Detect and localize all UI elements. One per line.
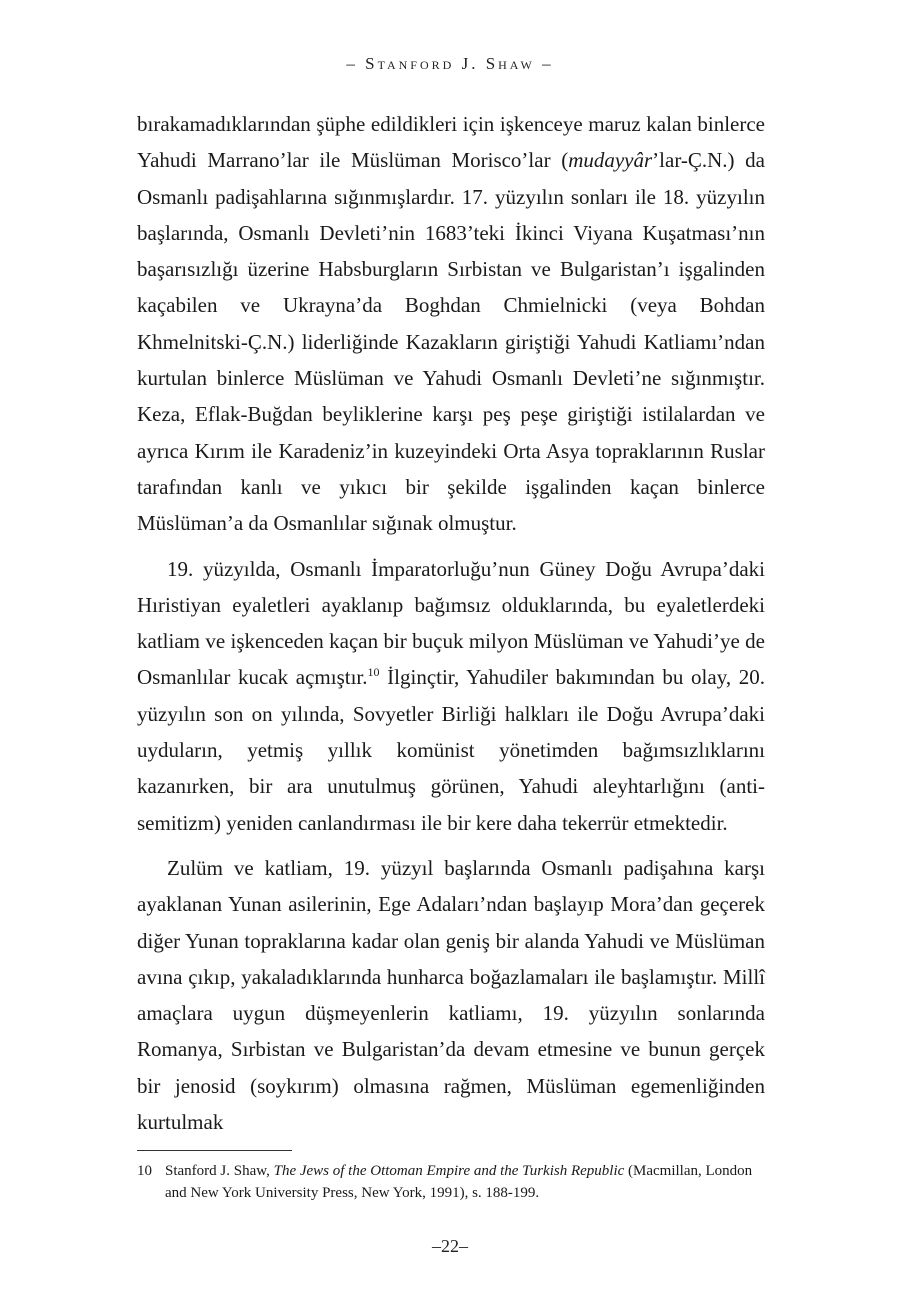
footnote-number: 10: [137, 1163, 152, 1179]
footnote-reference[interactable]: 10: [367, 665, 380, 680]
paragraph-2-rest: İlginçtir, Yahudiler bakımından bu olay, 20. yüzyılın son on yılında, Sovyetler Birliği halkları ile Doğu Avrupa’daki uyduların, yetmiş yıllık komünist yönetimden bağımsızlıklarını kazanırken, bir ara unutulmuş görünen, Yahudi aleyhtarlığını (anti-semitizm) yeniden canlandırması ile bir kere daha tekerrür etmektedir.: [137, 665, 765, 835]
page-number: –22–: [432, 1236, 468, 1256]
footnote-body: [165, 1160, 765, 1204]
footnote-divider: [137, 1150, 292, 1151]
running-head: – Stanford J. Shaw –: [346, 54, 554, 73]
paragraph-2-start: 19. yüzyılda, Osmanlı İmparatorluğu’nun Güney Doğu Avrupa’daki Hıristiyan eyaletleri ayaklanıp bağımsız olduklarında, bu eyaletlerdeki katliam ve işkenceden kaçan bir buçuk milyon Müslüman ve Yahudi’ye de Osmanlılar kucak açmıştır.: [137, 556, 765, 690]
footnote-title: The Jews of the Ottoman Empire and the Turkish Republic: [273, 1163, 625, 1179]
paragraph-2: [137, 551, 765, 841]
footnote: [137, 1160, 765, 1204]
main-text: [137, 106, 765, 1149]
footnote-author: Stanford J. Shaw,: [165, 1163, 274, 1179]
paragraph-3: Zulüm ve katliam, 19. yüzyıl başlarında Osmanlı padişahına karşı ayaklanan Yunan asilerinin, Ege Adaları’ndan başlayıp Mora’dan geçerek diğer Yunan topraklarına kadar olan geniş bir alanda Yahudi ve Müslüman avına çıkıp, yakaladıklarında hunharca boğazlamaları ile başlamıştır. Millî amaçlara uygun düşmeyenlerin katliamı, 19. yüzyılın sonlarında Romanya, Sırbistan ve Bulgaristan’da devam etmesine ve bunun gerçek bir jenosid (soykırım) olmasına rağmen, Müslüman egemenliğinden kurtulmak: [137, 855, 765, 1135]
paragraph-1: [137, 106, 765, 542]
footnote-publication: (Macmillan, London and New York University Press, New York, 1991), s. 188-199.: [165, 1163, 753, 1201]
italic-term: mudayyâr: [568, 148, 653, 173]
paragraph-1-start: bırakamadıklarından şüphe edildikleri için işkenceye maruz kalan binlerce Yahudi Marrano’lar ile Müslüman Morisco’lar (: [137, 112, 765, 173]
paragraph-1-rest: ’lar-Ç.N.) da Osmanlı padişahlarına sığınmışlardır. 17. yüzyılın sonları ile 18. yüzyılın başlarında, Osmanlı Devleti’nin 1683’teki İkinci Viyana Kuşatması’nın başarısızlığı üzerine Habsburgların Sırbistan ve Bulgaristan’ı işgalinden kaçabilen ve Ukrayna’da Boghdan Chmielnicki (veya Bohdan Khmelnitski-Ç.N.) liderliğinde Kazakların giriştiği Yahudi Katliamı’ndan kurtulan binlerce Müslüman ve Yahudi Osmanlı Devleti’ne sığınmıştır. Keza, Eflak-Buğdan beyliklerine karşı peş peşe giriştiği istilalardan ve ayrıca Kırım ile Karadeniz’in kuzeyindeki Orta Asya topraklarının Ruslar tarafından kanlı ve yıkıcı bir şekilde işgalinden kaçan binlerce Müslüman’a da Osmanlılar sığınak olmuştur.: [137, 148, 765, 536]
